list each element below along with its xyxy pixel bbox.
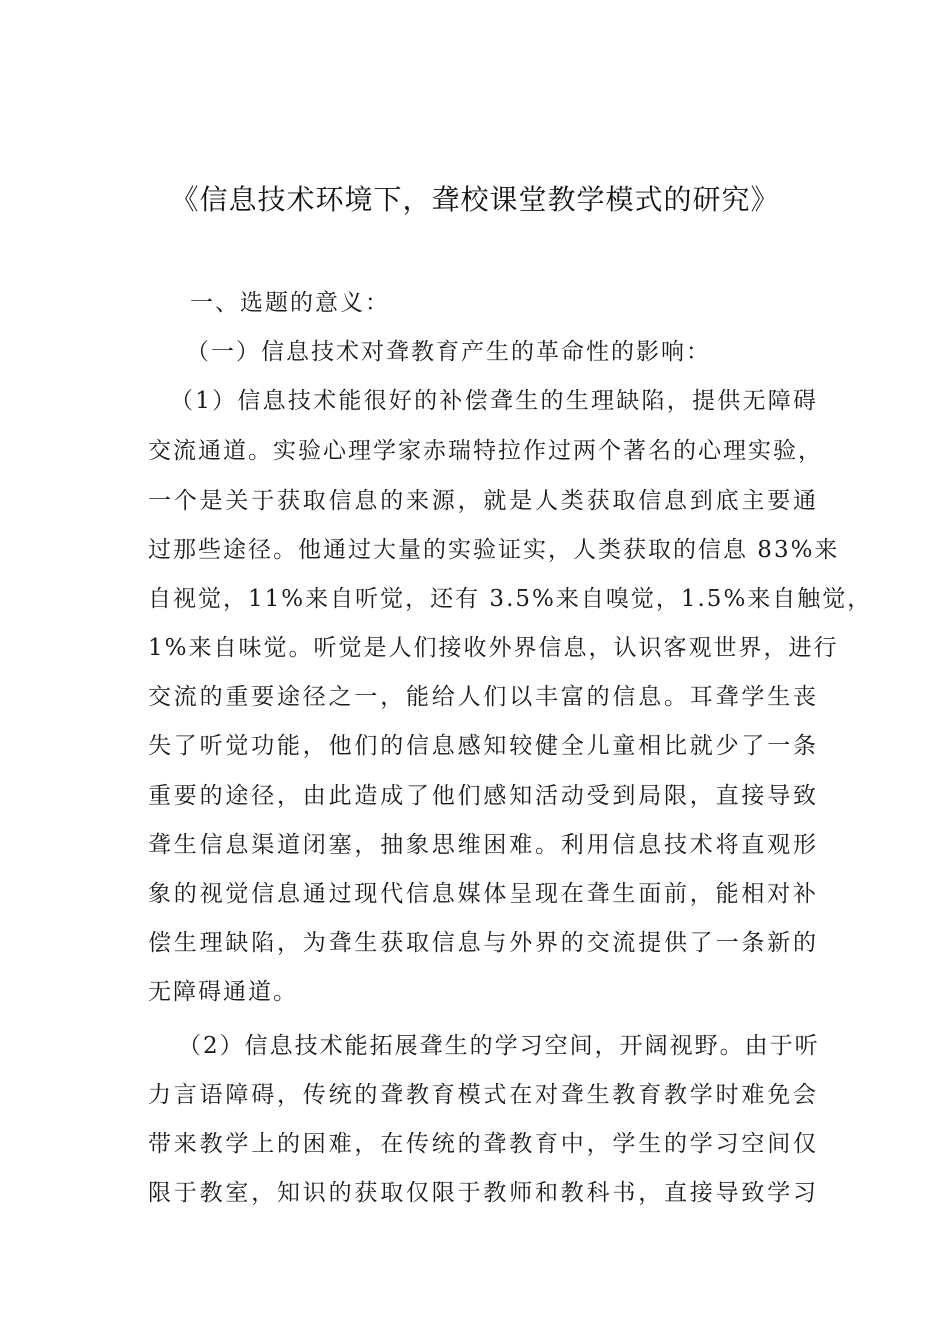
paragraph-line: 重要的途径，由此造成了他们感知活动受到局限，直接导致 xyxy=(148,783,818,809)
paragraph-line: 失了听觉功能，他们的信息感知较健全儿童相比就少了一条 xyxy=(148,733,818,759)
paragraph-line: 1%来自味觉。听觉是人们接收外界信息，认识客观世界，进行 xyxy=(148,635,839,661)
paragraph-line: 过那些途径。他通过大量的实验证实，人类获取的信息 83%来 xyxy=(148,537,840,563)
paragraph-line: 无障碍通道。 xyxy=(148,979,298,1005)
paragraph-line: 象的视觉信息通过现代信息媒体呈现在聋生面前，能相对补 xyxy=(148,881,818,907)
paragraph-line: （2）信息技术能拓展聋生的学习空间，开阔视野。由于听 xyxy=(178,1033,820,1059)
paragraph-line: 力言语障碍，传统的聋教育模式在对聋生教育教学时难免会 xyxy=(148,1082,818,1108)
paragraph-line: 聋生信息渠道闭塞，抽象思维困难。利用信息技术将直观形 xyxy=(148,832,818,858)
paragraph-line: 交流的重要途径之一，能给人们以丰富的信息。耳聋学生丧 xyxy=(148,684,818,710)
paragraph-line: （1）信息技术能很好的补偿聋生的生理缺陷，提供无障碍 xyxy=(170,388,818,414)
document-title: 《信息技术环境下，聋校课堂教学模式的研究》 xyxy=(170,183,780,216)
paragraph-line: 自视觉，11%来自听觉，还有 3.5%来自嗅觉，1.5%来自触觉， xyxy=(148,586,873,612)
section-heading: 一、选题的意义： xyxy=(190,290,390,316)
paragraph-line: 带来教学上的困难，在传统的聋教育中，学生的学习空间仅 xyxy=(148,1131,818,1157)
paragraph-line: 一个是关于获取信息的来源，就是人类获取信息到底主要通 xyxy=(148,488,818,514)
paragraph-line: 限于教室，知识的获取仅限于教师和教科书，直接导致学习 xyxy=(148,1180,818,1206)
subsection-heading: （一）信息技术对聋教育产生的革命性的影响： xyxy=(186,339,711,365)
paragraph-line: 偿生理缺陷，为聋生获取信息与外界的交流提供了一条新的 xyxy=(148,930,818,956)
paragraph-line: 交流通道。实验心理学家赤瑞特拉作过两个著名的心理实验， xyxy=(148,438,823,464)
